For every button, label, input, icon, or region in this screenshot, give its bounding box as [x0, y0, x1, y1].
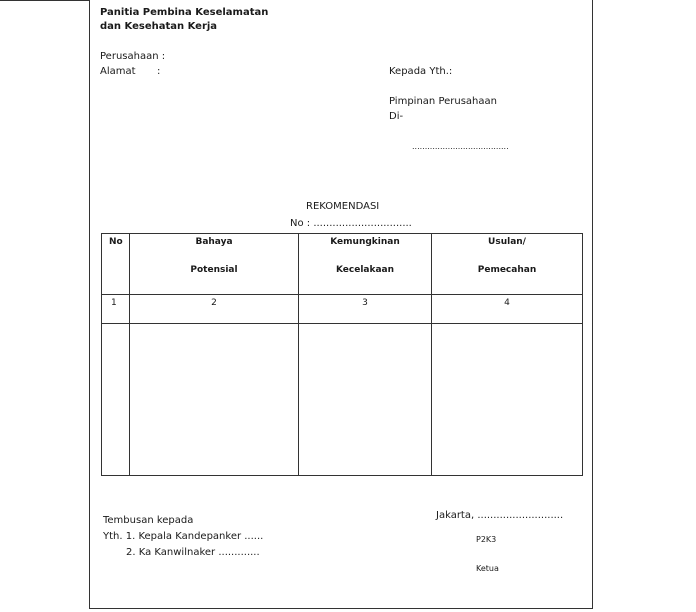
organization-line-1: Panitia Pembina Keselamatan	[100, 7, 269, 18]
recipient-to-label: Kepada Yth.:	[389, 66, 453, 77]
organization-name	[100, 6, 268, 34]
header-solution-line2: Pemecahan	[477, 265, 537, 275]
address-colon: :	[157, 66, 161, 77]
header-hazard	[130, 234, 299, 295]
column-number-2: 2	[130, 295, 299, 324]
company-label: Perusahaan :	[100, 51, 166, 62]
table-header-row	[102, 234, 583, 295]
column-number-1: 1	[102, 295, 130, 324]
address-label: Alamat	[100, 66, 136, 77]
committee-name: P2K3	[476, 535, 497, 544]
recipient-at: Di-	[389, 111, 404, 122]
empty-cell	[130, 324, 299, 476]
organization-line-2: dan Kesehatan Kerja	[100, 21, 218, 32]
cc-item-1: Yth. 1. Kepala Kandepanker ......	[103, 531, 264, 542]
document-number: No : ...............................	[290, 218, 412, 229]
table-empty-row	[102, 324, 583, 476]
header-solution	[432, 234, 583, 295]
table-number-row	[102, 295, 583, 324]
recipient-name: Pimpinan Perusahaan	[389, 96, 497, 107]
page-top-rule	[0, 0, 90, 1]
recipient-place-dots: ......................................	[412, 142, 509, 151]
header-accident	[299, 234, 432, 295]
document-title: REKOMENDASI	[306, 201, 380, 212]
cc-item-2: 2. Ka Kanwilnaker .............	[126, 547, 260, 558]
empty-cell	[299, 324, 432, 476]
header-hazard-line2: Potensial	[190, 265, 238, 275]
header-solution-line1: Usulan/	[488, 237, 526, 247]
column-number-3: 3	[299, 295, 432, 324]
place-date: Jakarta, ...........................	[436, 510, 564, 521]
header-accident-line1: Kemungkinan	[330, 237, 400, 247]
letter-page	[89, 0, 593, 609]
cc-label: Tembusan kepada	[103, 515, 194, 526]
column-number-4: 4	[432, 295, 583, 324]
header-no: No	[102, 234, 130, 295]
empty-cell	[432, 324, 583, 476]
header-accident-line2: Kecelakaan	[335, 265, 395, 275]
chair-title: Ketua	[476, 564, 499, 573]
empty-cell	[102, 324, 130, 476]
recommendation-table	[101, 233, 583, 476]
header-hazard-line1: Bahaya	[195, 237, 233, 247]
